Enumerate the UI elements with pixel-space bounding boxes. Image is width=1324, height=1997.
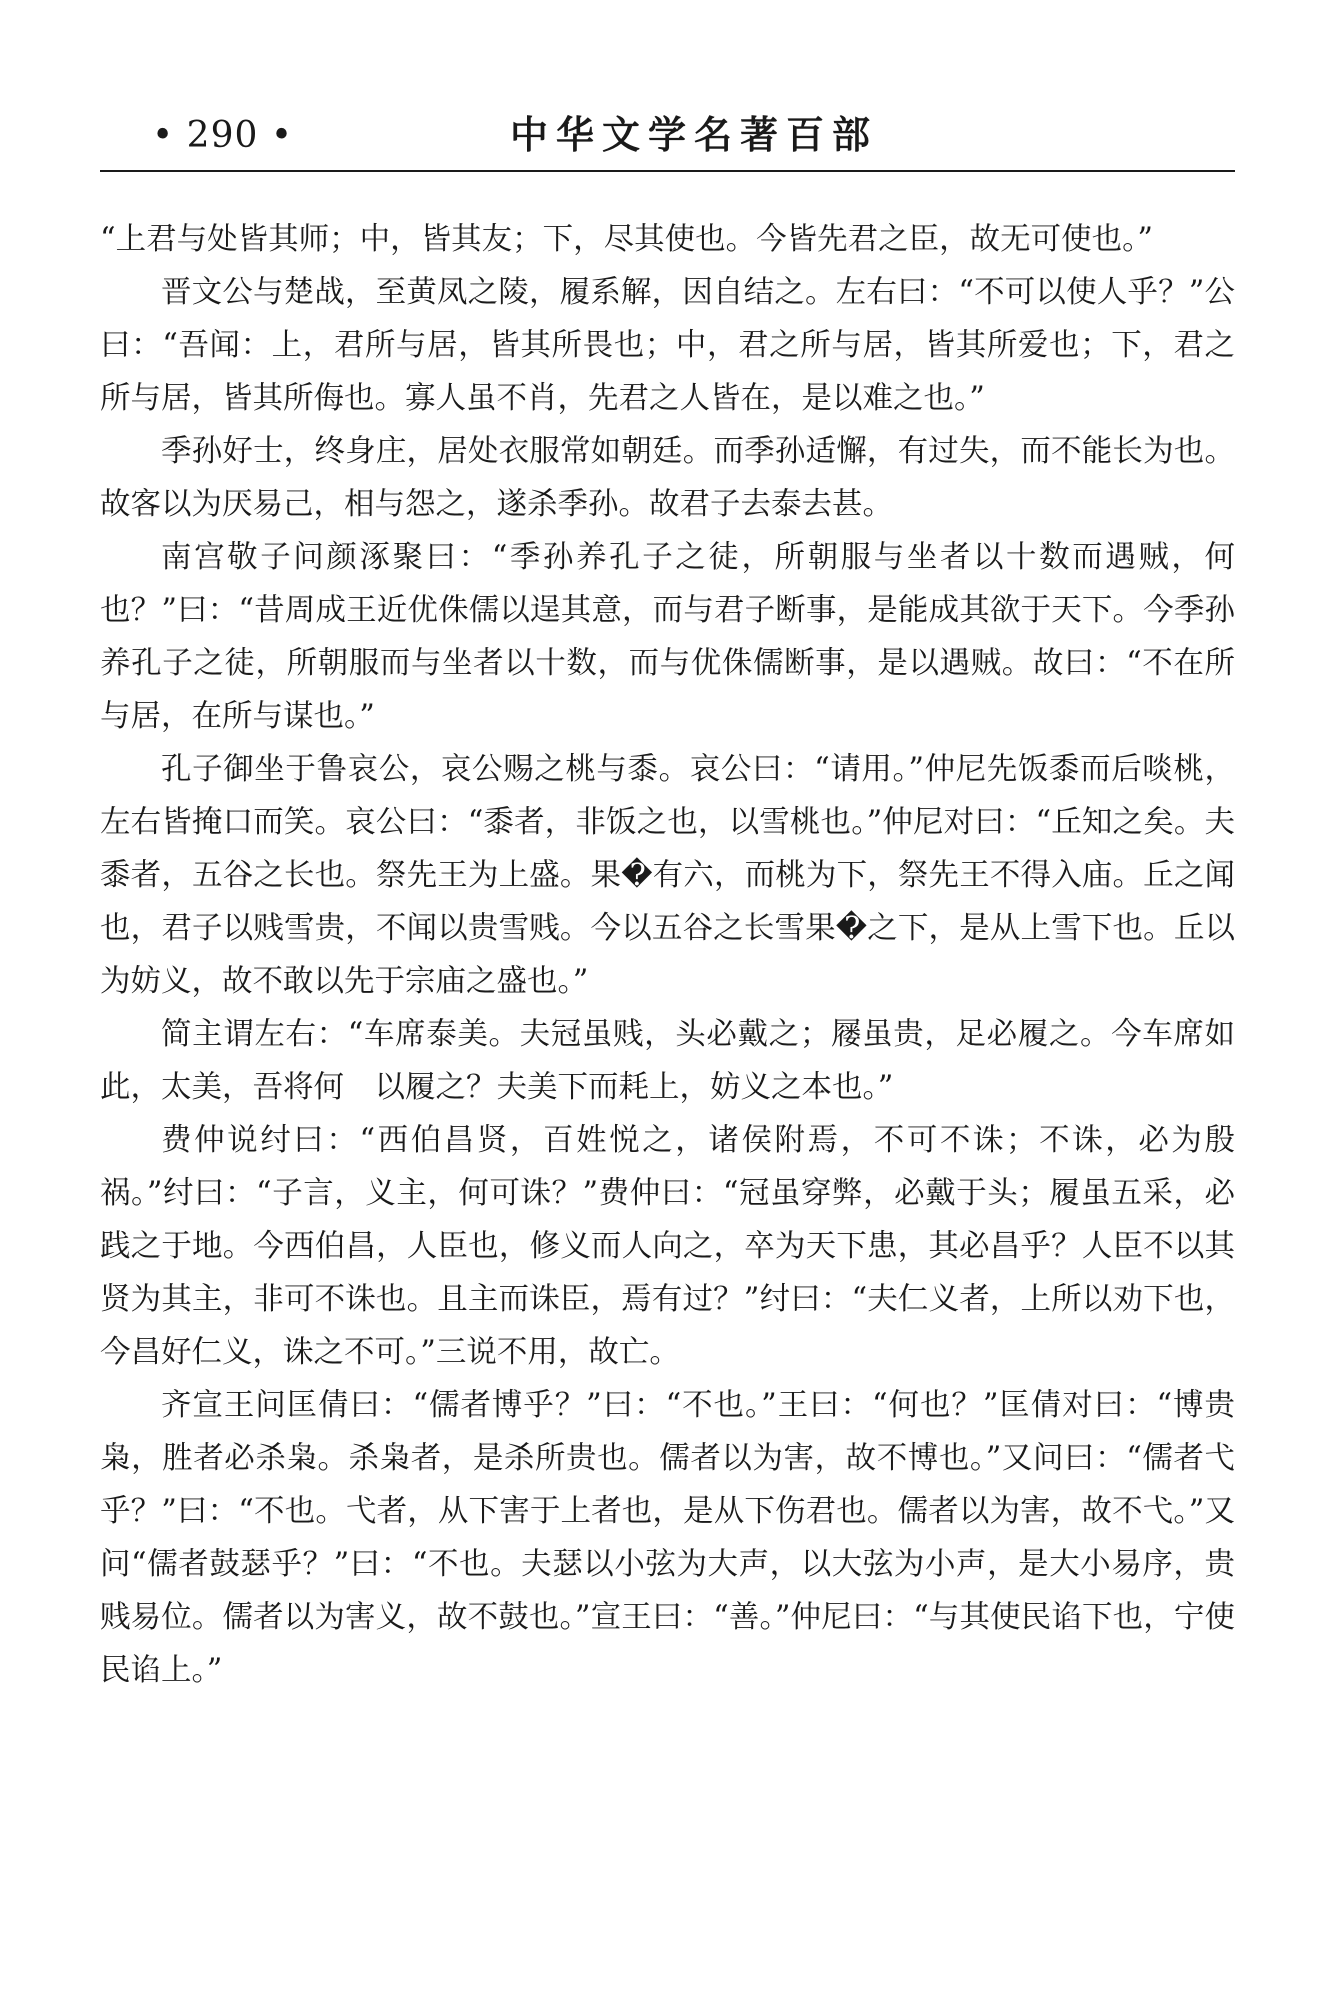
paragraph: 齐宣王问匡倩曰：“儒者博乎？”曰：“不也。”王曰：“何也？”匡倩对曰：“博贵枭，胜者必杀枭。杀枭者，是杀所贵也。儒者以为害，故不博也。”又问曰：“儒者弋乎？”曰：“不也。弋者，从下害于上者也，是从下伤君也。儒者以为害，故不弋。”又问“儒者鼓瑟乎？”曰：“不也。夫瑟以小弦为大声，以大弦为小声，是大小易序，贵贱易位。儒者以为害义，故不鼓也。”宣王曰：“善。”仲尼曰：“与其使民谄下也，宁使民谄上。”	[100, 1388, 1235, 1688]
paragraph: 简主谓左右：“车席泰美。夫冠虽贱，头必戴之；屦虽贵，足必履之。今车席如此，太美，吾将何 以履之？夫美下而耗上，妨义之本也。”	[100, 1017, 1235, 1105]
page-number: • 290 •	[152, 115, 294, 156]
paragraph: 南宫敬子问颜涿聚曰：“季孙养孔子之徒，所朝服与坐者以十数而遇贼，何也？”曰：“昔周成王近优侏儒以逞其意，而与君子断事，是能成其欲于天下。今季孙养孔子之徒，所朝服而与坐者以十数，而与优侏儒断事，是以遇贼。故曰：“不在所与居，在所与谋也。”	[100, 540, 1235, 734]
paragraph: 孔子御坐于鲁哀公，哀公赐之桃与黍。哀公曰：“请用。”仲尼先饭黍而后啖桃，左右皆掩口而笑。哀公曰：“黍者，非饭之也，以雪桃也。”仲尼对曰：“丘知之矣。夫黍者，五谷之长也。祭先王为上盛。果�有六，而桃为下，祭先王不得入庙。丘之闻也，君子以贱雪贵，不闻以贵雪贱。今以五谷之长雪果�之下，是从上雪下也。丘以为妨义，故不敢以先于宗庙之盛也。”	[100, 752, 1235, 999]
paragraph: 费仲说纣曰：“西伯昌贤，百姓悦之，诸侯附焉，不可不诛；不诛，必为殷祸。”纣曰：“子言，义主，何可诛？”费仲曰：“冠虽穿弊，必戴于头；履虽五采，必践之于地。今西伯昌，人臣也，修义而人向之，卒为天下患，其必昌乎？人臣不以其贤为其主，非可不诛也。且主而诛臣，焉有过？”纣曰：“夫仁义者，上所以劝下也，今昌好仁义，诛之不可。”三说不用，故亡。	[100, 1123, 1235, 1370]
body-text	[100, 213, 1235, 1697]
paragraph: 晋文公与楚战，至黄凤之陵，履系解，因自结之。左右曰：“不可以使人乎？”公曰：“吾闻：上，君所与居，皆其所畏也；中，君之所与居，皆其所爱也；下，君之所与居，皆其所侮也。寡人虽不肖，先君之人皆在，是以难之也。”	[100, 275, 1235, 416]
paragraph: “上君与处皆其师；中，皆其友；下，尽其使也。今皆先君之臣，故无可使也。”	[100, 222, 1153, 257]
page-header	[100, 108, 1235, 172]
book-title: 中华文学名著百部	[510, 112, 879, 157]
paragraph: 季孙好士，终身庄，居处衣服常如朝廷。而季孙适懈，有过失，而不能长为也。故客以为厌易己，相与怨之，遂杀季孙。故君子去泰去甚。	[100, 434, 1235, 522]
